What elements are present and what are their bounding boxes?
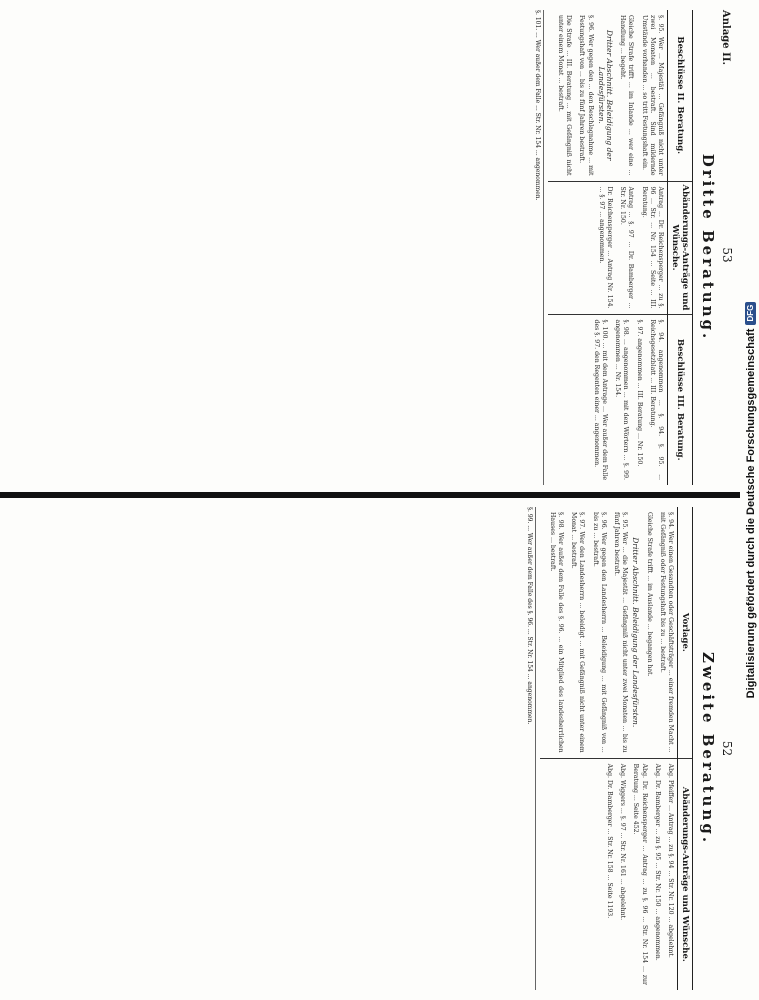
column-header: Abänderungs-Anträge und Wünsche.	[678, 758, 693, 990]
page-52-number: 52	[720, 740, 734, 757]
column-header: Beschlüsse III. Beratung.	[668, 314, 693, 485]
page-52-col2	[540, 758, 678, 990]
paragraph: Abg. Dr. Reichensperger ... Antrag ... zu §. 96 ... Str. Nr. 154 ... zur Beratung ... Seite 452.	[632, 763, 648, 985]
page-53-content	[60, 0, 740, 495]
paragraph: Dr. Reichensperger ... Antrag Nr. 154. ... §. 97 ... angenommen.	[597, 186, 613, 309]
paragraph: Abg. Dr. Bamberger ... zu §. 95 ... Str. Nr. 150 ... angenommen.	[653, 763, 661, 961]
page-52-content	[60, 497, 740, 1000]
paragraph: Gleiche Strafe trifft ... im Inlande ... wer eine ... Handlung ... begeht.	[619, 15, 635, 176]
page-53-table	[548, 10, 693, 485]
dfg-logo-badge: DFG	[745, 302, 756, 325]
page-53-anlage: Anlage II.	[720, 10, 731, 65]
paragraph: Die Strafe ... III. Beratung ... mit Gefängniß nicht unter einem Monat ... bestraft.	[556, 15, 573, 176]
page-53-number: 53	[720, 247, 734, 263]
column-header: Vorlage.	[678, 507, 693, 758]
paragraph: Abg. Pfeiffer ... Antrag ... zu §. 94 ... Str. Nr. 120 ... abgelehnt.	[667, 763, 674, 958]
page-53-rotated	[60, 0, 740, 495]
page-53-col2	[548, 181, 668, 314]
page-53-col1	[548, 10, 668, 181]
page-52-header	[720, 507, 734, 990]
paragraph: §. 96. Wer gegen den ... den Beschlagnahme ... mit Festungshaft von ... bis zu fünf Jahren bestraft.	[578, 15, 594, 176]
page-53-column-headers	[668, 10, 693, 485]
page-53-title: Dritte Beratung.	[699, 153, 717, 342]
column-header: Beschlüsse II. Beratung.	[668, 10, 693, 181]
page-52-title: Zweite Beratung.	[699, 651, 717, 846]
paragraph: Antrag ... §. 97 ... Dr. Bamberger ... Str. Nr. 150.	[619, 186, 635, 309]
page-53-header	[720, 10, 734, 485]
paragraph: Abg. Dr. Bamberger ... Str. Nr. 158 ... Seite 1193.	[605, 763, 613, 919]
page-52-column-headers	[678, 507, 693, 990]
paragraph: §. 95. Wer ... die Majestät ... Gefängniß nicht unter zwei Monaten ... bis zu fünf Jahren bestraft.	[612, 512, 629, 753]
paragraph: §. 96. Wer gegen den Landesherrn ... Beleidigung ... mit Gefängniß von ... bis zu ... bestraft.	[591, 512, 607, 753]
dfg-credit-rotated	[742, 0, 759, 1000]
section-heading: Dritter Abschnitt. Beleidigung der Landesfürsten.	[596, 30, 614, 161]
page-52-body-row	[540, 507, 678, 990]
page-53-body-row	[548, 10, 668, 485]
paragraph: §. 95. Wer ... Majestät ... Gefängniß nicht unter zwei Monaten ... bestraft. Sind mildernde Umstände vorhanden ... so tritt Festungshaft ein.	[640, 15, 664, 176]
paragraph: Antrag ... Dr. Reichensperger ... zu §. 96 ... Str. ... Nr. 154 ... Seite ... III. Beratung.	[640, 186, 664, 309]
paragraph: §. 97. Wer den Landesherrn ... beleidigt ... mit Gefängniß nicht unter einem Monat ... bestraft.	[570, 512, 586, 753]
column-header: Abänderungs-Anträge und Wünsche.	[668, 181, 693, 314]
page-52-rotated	[60, 497, 740, 1000]
page-53-col3	[548, 314, 668, 485]
paragraph: §. 94. angenommen ... §. 94. §. 95. ... Reichsgesetzblatt ... III. Beratung.	[648, 319, 664, 480]
page-52-footnote: §. 99. ... Wer außer dem Falle des §. 96. ... Str. Nr. 154 ... angenommen.	[526, 507, 536, 990]
page-52-half	[60, 497, 740, 1000]
page-52-col1	[540, 507, 678, 758]
paragraph: §. 98. Wer außer dem Falle des §. 96. ... ein Mitglied des landesherrlichen Hauses ... bestraft.	[548, 512, 564, 753]
paragraph: §. 98. ... angenommen ... mit den Wörtern ... §. 99. angenommen ... Nr. 154.	[614, 319, 630, 480]
section-heading: Dritter Abschnitt. Beleidigung der Landesfürsten.	[631, 537, 641, 728]
dfg-credit-text: Digitalisierung gefördert durch die Deutsche Forschungsgemeinschaft	[744, 328, 757, 699]
paragraph: Gleiche Strafe trifft ... im Auslande ... begangen hat.	[645, 512, 653, 677]
dfg-credit-strip	[742, 0, 759, 1000]
page-52-table	[540, 507, 693, 990]
page-53-footnote: §. 101. ... Wer außer dem Falle ... Str. Nr. 154 ... angenommen.	[534, 10, 544, 485]
paragraph: §. 97. angenommen ... III. Beratung ... Nr. 150.	[635, 319, 643, 467]
paragraph: §. 100. ... mit dem Antrage ... Wer außer dem Falle des §. 97. den Regenten einer ... angenommen.	[592, 319, 608, 480]
paragraph: Abg. Wiggers ... §. 97 ... Str. Nr. 161 ... abgelehnt.	[619, 763, 627, 921]
page-53-half	[60, 0, 740, 495]
paragraph: §. 94. Wer einen Gesandten oder Geschäftsträger ... einer fremden Macht ... mit Gefängniß oder Festungshaft bis zu ... bestraft.	[658, 512, 674, 753]
